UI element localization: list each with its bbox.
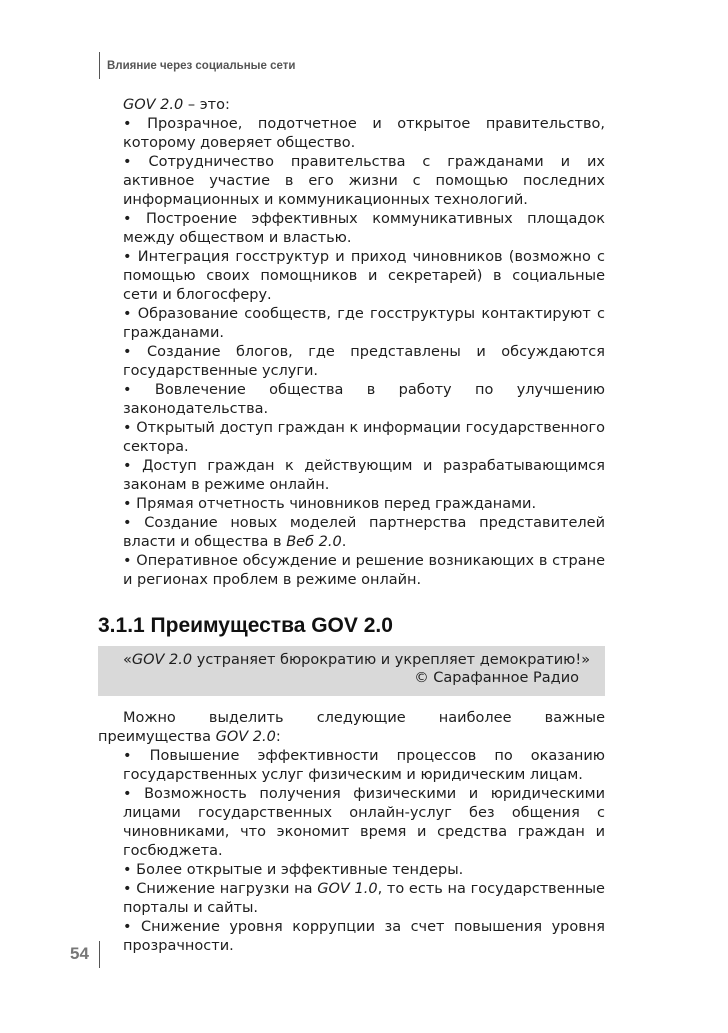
section2-intro [98, 709, 605, 747]
list-item: • Открытый доступ граждан к информации государственного сектора. [123, 420, 605, 455]
list-item: • Возможность получения физическими и юридическими лицами государственных онлайн-услуг без общения с чиновниками, что экономит время и средства граждан и госбюджета. [123, 786, 605, 859]
list-item: • Создание новых моделей партнерства представителей власти и общества в Веб 2.0. [123, 515, 605, 550]
list-item: • Сотрудничество правительства с гражданами и их активное участие в его жизни с помощью последних информационных и коммуникационных технологий. [123, 154, 605, 208]
running-title: Влияние через социальные сети [107, 60, 296, 72]
intro-paragraph: Можно выделить следующие наиболее важные преимущества GOV 2.0: [98, 710, 605, 745]
section1-body [123, 96, 605, 590]
list-item: • Построение эффективных коммуникативных площадок между обществом и властью. [123, 211, 605, 246]
list-item: • Образование сообществ, где госструктуры контактируют с гражданами. [123, 306, 605, 341]
list-item: • Доступ граждан к действующим и разрабатывающимся законам в режиме онлайн. [123, 458, 605, 493]
page-number: 54 [70, 944, 89, 963]
definition-lead: GOV 2.0 – это: [123, 97, 230, 113]
list-item: • Оперативное обсуждение и решение возникающих в стране и регионах проблем в режиме онлайн. [123, 553, 605, 588]
list-item: • Снижение нагрузки на GOV 1.0, то есть на государственные порталы и сайты. [123, 881, 605, 916]
list-item: • Прозрачное, подотчетное и открытое правительство, которому доверяет общество. [123, 116, 605, 151]
section2-body [123, 747, 605, 956]
list-item: • Повышение эффективности процессов по оказанию государственных услуг физическим и юридическим лицам. [123, 748, 605, 783]
section-heading: 3.1.1 Преимущества GOV 2.0 [98, 614, 393, 637]
list-item: • Интеграция госструктур и приход чиновников (возможно с помощью своих помощников и секретарей) в социальные сети и блогосферу. [123, 249, 605, 303]
list-item: • Снижение уровня коррупции за счет повышения уровня прозрачности. [123, 919, 605, 954]
list-item: • Вовлечение общества в работу по улучшению законодательства. [123, 382, 605, 417]
list-item: • Прямая отчетность чиновников перед гражданами. [123, 496, 537, 512]
list-item: • Создание блогов, где представлены и обсуждаются государственные услуги. [123, 344, 605, 379]
footer-rule [99, 941, 100, 968]
epigraph-quote: «GOV 2.0 устраняет бюрократию и укрепляет демократию!» [123, 652, 591, 668]
list-item: • Более открытые и эффективные тендеры. [123, 862, 464, 878]
epigraph-box [98, 646, 605, 696]
header-rule [99, 52, 100, 79]
epigraph-attribution: © Сарафанное Радио [414, 670, 579, 686]
